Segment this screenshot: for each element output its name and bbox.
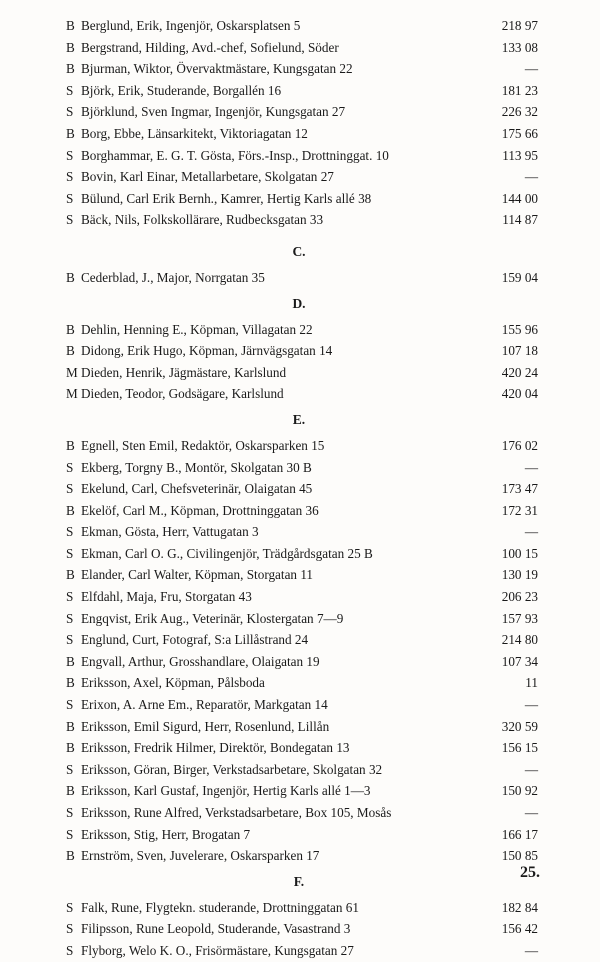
entry-text: Egnell, Sten Emil, Redaktör, Oskarsparken 15 bbox=[81, 437, 325, 453]
entry-number: 157 93 bbox=[501, 610, 538, 626]
entry-text: Bäck, Nils, Folkskollärare, Rudbecksgatan 33 bbox=[81, 212, 324, 228]
entry-text: Berglund, Erik, Ingenjör, Oskarsplatsen 5 bbox=[81, 18, 301, 33]
entry-number: 11 bbox=[525, 675, 538, 691]
directory-entry bbox=[60, 166, 538, 188]
directory-listing bbox=[60, 15, 538, 962]
entry-text: Björklund, Sven Ingmar, Ingenjör, Kungsgatan 27 bbox=[81, 104, 346, 120]
directory-entry bbox=[60, 101, 538, 123]
directory-entry bbox=[60, 586, 538, 608]
directory-entry bbox=[60, 629, 538, 651]
entry-category: B bbox=[66, 125, 75, 141]
directory-entry bbox=[60, 362, 538, 384]
directory-entry bbox=[60, 608, 538, 630]
entry-number: — bbox=[524, 942, 538, 958]
entry-category: B bbox=[66, 61, 75, 77]
entry-number: 150 85 bbox=[501, 848, 538, 864]
entry-category: B bbox=[66, 567, 75, 583]
entry-number: 206 23 bbox=[501, 589, 538, 605]
entry-number: 100 15 bbox=[501, 545, 538, 561]
entry-text: Cederblad, J., Major, Norrgatan 35 bbox=[81, 269, 265, 285]
entry-category: S bbox=[66, 147, 74, 163]
section-heading: E. bbox=[292, 411, 306, 427]
entry-number: 176 02 bbox=[501, 437, 538, 453]
entry-number: 218 97 bbox=[501, 18, 538, 33]
entry-category: S bbox=[66, 212, 74, 228]
entry-text: Dieden, Teodor, Godsägare, Karlslund bbox=[81, 386, 284, 402]
entry-category: S bbox=[66, 524, 74, 540]
page-number: 25. bbox=[520, 864, 540, 881]
entry-number: 114 87 bbox=[502, 212, 538, 228]
entry-number: 156 15 bbox=[501, 740, 538, 756]
entry-text: Erixon, A. Arne Em., Reparatör, Markgatan 14 bbox=[81, 697, 328, 713]
directory-entry bbox=[60, 15, 538, 37]
entry-category: B bbox=[66, 848, 75, 864]
entry-text: Ernström, Sven, Juvelerare, Oskarsparken 17 bbox=[81, 848, 320, 864]
entry-text: Dieden, Henrik, Jägmästare, Karlslund bbox=[81, 364, 287, 380]
directory-entry bbox=[60, 824, 538, 846]
entry-category: B bbox=[66, 675, 75, 691]
entry-number: 144 00 bbox=[501, 190, 538, 206]
entry-number: — bbox=[524, 805, 538, 820]
entry-text: Bülund, Carl Erik Bernh., Kamrer, Hertig Karls allé 38 bbox=[81, 190, 372, 206]
directory-entry bbox=[60, 478, 538, 500]
entry-number: — bbox=[524, 761, 538, 777]
entry-category: B bbox=[66, 321, 75, 337]
entry-category: S bbox=[66, 921, 74, 937]
entry-text: Eriksson, Emil Sigurd, Herr, Rosenlund, Lillån bbox=[81, 718, 330, 734]
entry-number: 420 04 bbox=[501, 386, 538, 402]
entry-number: 150 92 bbox=[501, 783, 538, 799]
directory-entry bbox=[60, 123, 538, 145]
entry-category: S bbox=[66, 632, 74, 648]
entry-text: Elander, Carl Walter, Köpman, Storgatan 11 bbox=[81, 567, 314, 583]
entry-number: 107 34 bbox=[501, 653, 538, 669]
entry-text: Dehlin, Henning E., Köpman, Villagatan 22 bbox=[81, 321, 313, 337]
entry-category: S bbox=[66, 589, 74, 605]
entry-text: Borghammar, E. G. T. Gösta, Förs.-Insp., Drottninggat. 10 bbox=[81, 147, 389, 163]
entry-text: Didong, Erik Hugo, Köpman, Järnvägsgatan 14 bbox=[81, 343, 333, 359]
entry-category: S bbox=[66, 610, 74, 626]
entry-number: 182 84 bbox=[501, 899, 538, 915]
entry-text: Björk, Erik, Studerande, Borgallén 16 bbox=[81, 82, 282, 98]
entry-category: B bbox=[66, 269, 75, 285]
entry-text: Ekman, Gösta, Herr, Vattugatan 3 bbox=[81, 524, 259, 540]
entry-category: S bbox=[66, 104, 74, 120]
entry-number: 214 80 bbox=[501, 632, 538, 648]
entry-text: Bovin, Karl Einar, Metallarbetare, Skolgatan 27 bbox=[81, 169, 334, 185]
entry-number: 173 47 bbox=[501, 481, 538, 497]
directory-entry bbox=[60, 737, 538, 759]
directory-entry bbox=[60, 672, 538, 694]
directory-entry bbox=[60, 209, 538, 231]
entry-category: S bbox=[66, 190, 74, 206]
entry-number: 156 42 bbox=[501, 921, 538, 937]
entry-category: B bbox=[66, 343, 75, 359]
entry-number: — bbox=[524, 459, 538, 475]
entry-text: Bjurman, Wiktor, Övervaktmästare, Kungsgatan 22 bbox=[81, 61, 353, 77]
entry-text: Englund, Curt, Fotograf, S:a Lillåstrand 24 bbox=[81, 632, 309, 648]
entry-category: B bbox=[66, 437, 75, 453]
directory-entry bbox=[60, 694, 538, 716]
entry-category: S bbox=[66, 899, 74, 915]
entry-text: Falk, Rune, Flygtekn. studerande, Drottninggatan 61 bbox=[81, 899, 359, 915]
entry-text: Engqvist, Erik Aug., Veterinär, Klostergatan 7—9 bbox=[81, 610, 344, 626]
entry-number: — bbox=[524, 61, 538, 77]
entry-number: 107 18 bbox=[501, 343, 538, 359]
entry-number: — bbox=[524, 524, 538, 540]
section-heading: D. bbox=[292, 295, 306, 311]
section-heading: F. bbox=[293, 873, 305, 889]
entry-text: Ekberg, Torgny B., Montör, Skolgatan 30 B bbox=[81, 459, 312, 475]
directory-entry bbox=[60, 383, 538, 405]
entry-text: Eriksson, Göran, Birger, Verkstadsarbetare, Skolgatan 32 bbox=[81, 761, 383, 777]
directory-entry bbox=[60, 845, 538, 867]
entry-category: S bbox=[66, 697, 74, 713]
directory-entry bbox=[60, 58, 538, 80]
directory-entry bbox=[60, 716, 538, 738]
entry-category: S bbox=[66, 805, 74, 820]
entry-category: S bbox=[66, 459, 74, 475]
directory-entry bbox=[60, 267, 538, 289]
entry-category: S bbox=[66, 545, 74, 561]
directory-entry bbox=[60, 759, 538, 781]
entry-category: S bbox=[66, 761, 74, 777]
entry-category: S bbox=[66, 481, 74, 497]
directory-entry bbox=[60, 500, 538, 522]
entry-number: 130 19 bbox=[501, 567, 538, 583]
entry-number: 113 95 bbox=[502, 147, 538, 163]
entry-number: 320 59 bbox=[501, 718, 538, 734]
entry-number: — bbox=[524, 169, 538, 185]
directory-entry bbox=[60, 188, 538, 210]
entry-text: Ekelund, Carl, Chefsveterinär, Olaigatan 45 bbox=[81, 481, 313, 497]
entry-category: B bbox=[66, 39, 75, 55]
directory-entry bbox=[60, 543, 538, 565]
directory-entry bbox=[60, 37, 538, 59]
entry-number: 159 04 bbox=[501, 269, 538, 285]
entry-number: 420 24 bbox=[501, 364, 538, 380]
entry-text: Flyborg, Welo K. O., Frisörmästare, Kungsgatan 27 bbox=[81, 942, 354, 958]
directory-entry bbox=[60, 521, 538, 543]
directory-entry bbox=[60, 435, 538, 457]
entry-number: 226 32 bbox=[501, 104, 538, 120]
entry-text: Ekman, Carl O. G., Civilingenjör, Trädgårdsgatan 25 B bbox=[81, 545, 373, 561]
directory-entry bbox=[60, 651, 538, 673]
entry-category: B bbox=[66, 653, 75, 669]
directory-entry bbox=[60, 564, 538, 586]
entry-number: 155 96 bbox=[501, 321, 538, 337]
directory-entry bbox=[60, 897, 538, 919]
entry-category: S bbox=[66, 942, 74, 958]
entry-text: Bergstrand, Hilding, Avd.-chef, Sofielund, Söder bbox=[81, 39, 339, 55]
entry-category: S bbox=[66, 169, 74, 185]
entry-category: S bbox=[66, 826, 74, 842]
entry-number: 133 08 bbox=[501, 39, 538, 55]
entry-text: Ekelöf, Carl M., Köpman, Drottninggatan 36 bbox=[81, 502, 319, 518]
entry-category: B bbox=[66, 18, 75, 33]
entry-text: Borg, Ebbe, Länsarkitekt, Viktoriagatan 12 bbox=[81, 125, 308, 141]
directory-entry bbox=[60, 145, 538, 167]
entry-text: Engvall, Arthur, Grosshandlare, Olaigatan 19 bbox=[81, 653, 320, 669]
entry-number: 175 66 bbox=[501, 125, 538, 141]
entry-category: M bbox=[66, 364, 78, 380]
entry-text: Eriksson, Rune Alfred, Verkstadsarbetare, Box 105, Mosås bbox=[81, 805, 392, 820]
entry-number: 166 17 bbox=[501, 826, 538, 842]
entry-text: Eriksson, Fredrik Hilmer, Direktör, Bondegatan 13 bbox=[81, 740, 350, 756]
entry-category: B bbox=[66, 783, 75, 799]
entry-text: Elfdahl, Maja, Fru, Storgatan 43 bbox=[81, 589, 252, 605]
directory-entry bbox=[60, 340, 538, 362]
entry-text: Eriksson, Karl Gustaf, Ingenjör, Hertig Karls allé 1—3 bbox=[81, 783, 371, 799]
entry-number: — bbox=[524, 697, 538, 713]
directory-entry bbox=[60, 918, 538, 940]
directory-entry bbox=[60, 457, 538, 479]
entry-category: S bbox=[66, 82, 74, 98]
directory-entry bbox=[60, 80, 538, 102]
entry-category: M bbox=[66, 386, 78, 402]
entry-text: Filipsson, Rune Leopold, Studerande, Vasastrand 3 bbox=[81, 921, 351, 937]
directory-entry bbox=[60, 940, 538, 962]
directory-entry bbox=[60, 319, 538, 341]
entry-number: 172 31 bbox=[501, 502, 538, 518]
directory-entry bbox=[60, 802, 538, 824]
entry-category: B bbox=[66, 718, 75, 734]
section-heading: C. bbox=[292, 243, 306, 259]
entry-text: Eriksson, Stig, Herr, Brogatan 7 bbox=[81, 826, 251, 842]
directory-entry bbox=[60, 780, 538, 802]
entry-number: 181 23 bbox=[501, 82, 538, 98]
entry-category: B bbox=[66, 740, 75, 756]
entry-text: Eriksson, Axel, Köpman, Pålsboda bbox=[81, 675, 265, 691]
entry-category: B bbox=[66, 502, 75, 518]
